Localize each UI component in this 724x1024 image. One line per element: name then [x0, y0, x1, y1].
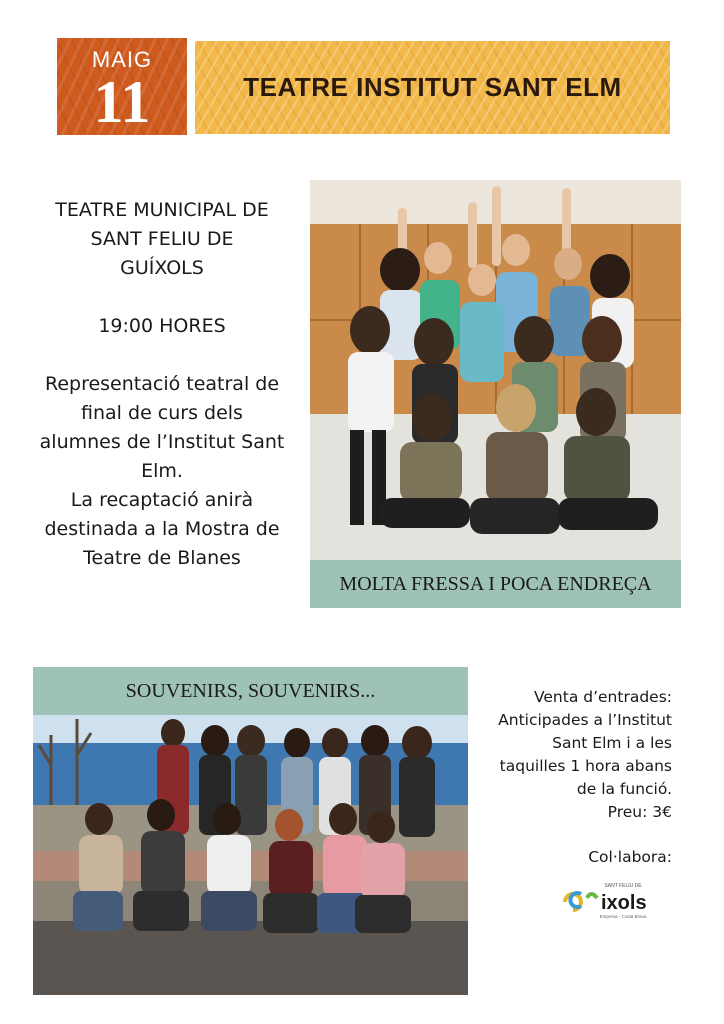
event-time — [28, 312, 296, 341]
description-line: La recaptació anirà — [70, 489, 254, 511]
group-photo-seaside — [33, 715, 468, 995]
venue — [28, 196, 296, 283]
logo-main-text: ixols — [601, 892, 647, 914]
ticket-line: Venta d’entrades: — [533, 688, 672, 706]
date-day: 11 — [93, 69, 151, 135]
collab-label: Col·labora: — [588, 848, 672, 866]
date-badge — [57, 38, 187, 135]
event-info — [28, 196, 296, 573]
date-month: MAIG — [91, 47, 153, 72]
title-banner — [195, 41, 670, 134]
description-line: destinada a la Mostra de — [44, 518, 280, 540]
photo-caption: SOUVENIRS, SOUVENIRS... — [33, 667, 468, 715]
ticket-line: Sant Elm i a les — [552, 734, 672, 752]
ticket-line: de la funció. — [576, 780, 672, 798]
venue-line: TEATRE MUNICIPAL DE — [55, 199, 269, 221]
guixols-logo — [561, 880, 679, 920]
venue-line: GUÍXOLS — [120, 257, 204, 279]
description-line: Elm. — [141, 460, 183, 482]
ticket-line: taquilles 1 hora abans — [499, 757, 672, 775]
description-line: Teatre de Blanes — [83, 547, 241, 569]
description-line: final de curs dels — [81, 402, 243, 424]
venue-line: SANT FELIU DE — [90, 228, 234, 250]
event-description — [28, 370, 296, 573]
photo-caption: MOLTA FRESSA I POCA ENDREÇA — [310, 560, 681, 608]
ticket-line: Anticipades a l’Institut — [498, 711, 672, 729]
event-title: TEATRE INSTITUT SANT ELM — [243, 72, 622, 102]
time-text: 19:00 HORES — [98, 315, 226, 337]
logo-small-text: SANT FELIU DE — [604, 883, 642, 889]
group-photo-stage — [310, 180, 681, 560]
logo-sub-text: Empresa · Costa Brava — [599, 914, 647, 919]
ticket-price: Preu: 3€ — [607, 803, 672, 821]
ticket-info — [462, 686, 672, 824]
description-line: alumnes de l’Institut Sant — [39, 431, 285, 453]
description-line: Representació teatral de — [44, 373, 280, 395]
